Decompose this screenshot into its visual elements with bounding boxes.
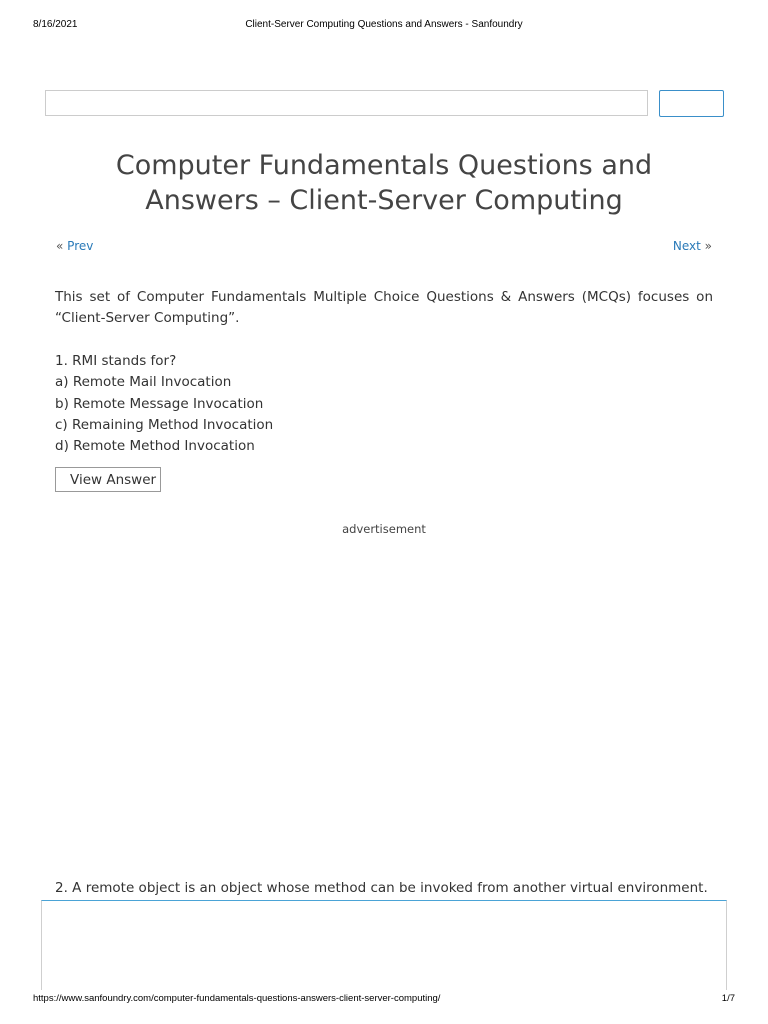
question-1-option-a: a) Remote Mail Invocation: [55, 374, 232, 391]
question-1-option-c: c) Remaining Method Invocation: [55, 416, 274, 433]
search-button[interactable]: [659, 90, 724, 117]
advertisement-label: advertisement: [342, 522, 426, 536]
question-1-text: 1. RMI stands for?: [55, 353, 177, 369]
question-1-option-d: d) Remote Method Invocation: [55, 438, 255, 455]
prev-nav: [56, 239, 93, 253]
print-footer: [0, 993, 768, 1007]
prev-arrow: «: [56, 239, 64, 253]
print-date: 8/16/2021: [33, 19, 78, 30]
prev-link[interactable]: Prev: [67, 239, 94, 253]
print-url: https://www.sanfoundry.com/computer-fundamentals-questions-answers-client-server-computing/: [33, 993, 441, 1004]
next-link[interactable]: Next: [672, 239, 701, 253]
search-input[interactable]: [45, 90, 648, 116]
next-arrow: »: [704, 239, 712, 253]
search-bar: [45, 90, 725, 118]
question-1-option-b: b) Remote Message Invocation: [55, 395, 264, 412]
page-title: Computer Fundamentals Questions and Answers – Client-Server Computing: [115, 150, 653, 216]
question-1: [55, 351, 715, 457]
print-page-number: 1/7: [721, 993, 735, 1004]
print-header: [0, 19, 768, 33]
intro-paragraph: This set of Computer Fundamentals Multiple Choice Questions & Answers (MCQs) focuses on “Client-Server Computing”.: [55, 289, 713, 326]
print-doc-title: Client-Server Computing Questions and Answers - Sanfoundry: [245, 19, 523, 30]
view-answer-button[interactable]: View Answer: [55, 467, 161, 492]
question-2-text: 2. A remote object is an object whose method can be invoked from another virtual environment.: [55, 880, 708, 896]
next-nav: [673, 239, 712, 253]
ad-frame: [41, 900, 727, 990]
